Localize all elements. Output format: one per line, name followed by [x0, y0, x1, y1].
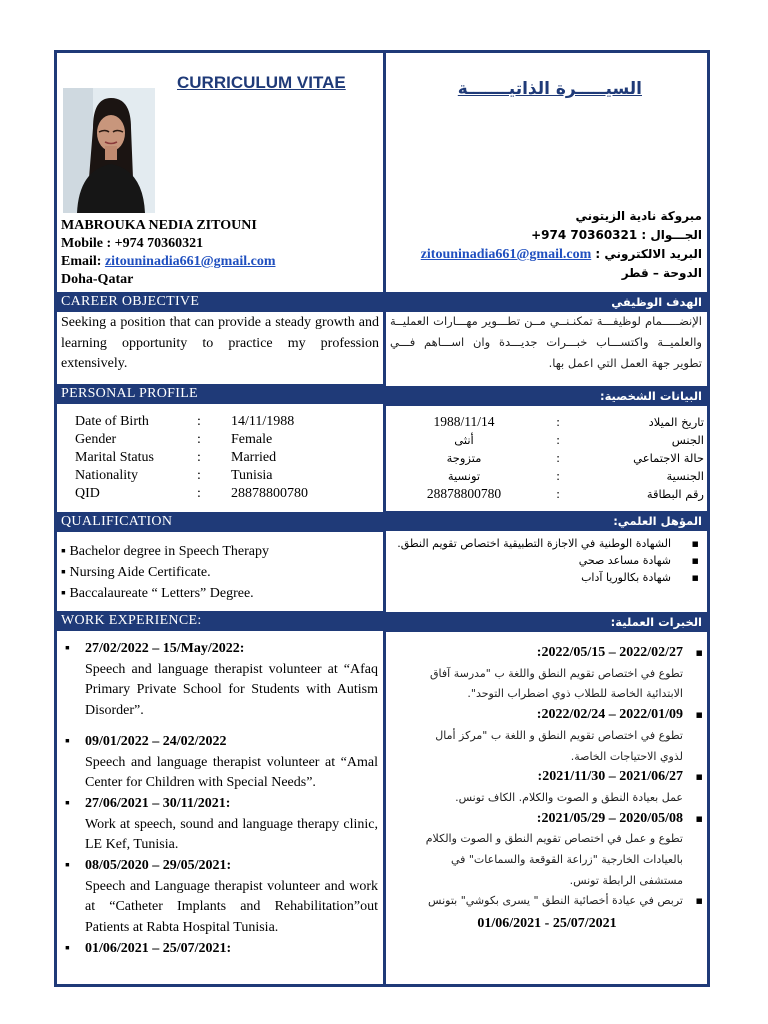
work-item	[65, 856, 378, 939]
profile-value: Female	[231, 432, 273, 447]
work-description: تطوع في اختصاص تقويم النطق واللغة ب "مدرسة آفاق الابتدائية الخاصة للطلاب ذوي اضطراب التوحد".	[430, 666, 683, 701]
profile-key: حالة الاجتماعي	[633, 451, 704, 465]
work-description: تطوع و عمل في اختصاص تقويم النطق و الصوت والكلام بالعيادات الخارجية "زراعة القوقعة والسماعات" في مستشفى الرابطة تونس.	[425, 832, 683, 887]
career-objective-text: Seeking a position that can provide a steady growth and learning opportunity to practice my profession extensively.	[61, 315, 379, 371]
arabic-profile-header: البيانات الشخصية:	[386, 386, 707, 406]
profile-value: Tunisia	[231, 468, 273, 483]
english-contact	[61, 217, 275, 289]
email-link[interactable]: zitouninadia661@gmail.com	[104, 254, 276, 269]
list-item: ▪ الشهادة الوطنية في الاجازة التطبيقية اختصاص تقويم النطق.	[393, 535, 685, 552]
profile-key: الجنس	[671, 433, 704, 447]
full-name: MABROUKA NEDIA ZITOUNI	[61, 218, 257, 233]
portrait-image	[63, 88, 155, 213]
profile-sep: :	[197, 468, 201, 483]
english-column	[57, 53, 383, 984]
profile-key: Nationality	[75, 468, 138, 483]
profile-value: 28878800780	[231, 486, 308, 501]
work-dates: ▪ 01/06/2021 – 25/07/2021:	[85, 940, 232, 956]
profile-key: رقم البطاقة	[646, 487, 704, 501]
profile-value: 28878800780	[426, 486, 502, 501]
work-description: Speech and language therapist volunteer at “Afaq Primary Private School for Students with Autism Disorder”.	[85, 661, 378, 719]
profile-sep: :	[556, 451, 560, 465]
profile-sep: :	[197, 432, 201, 447]
work-item	[411, 809, 683, 892]
work-description: تطوع في اختصاص تقويم النطق و اللغة ب "مركز أمال لذوي الاحتياجات الخاصة.	[435, 728, 683, 763]
profile-key: Gender	[75, 432, 117, 447]
profile-row	[75, 485, 308, 503]
email-line	[61, 253, 275, 271]
qualification-list	[61, 541, 269, 604]
profile-key: QID	[75, 486, 100, 501]
arabic-profile-table	[386, 413, 707, 503]
profile-value: أنثى	[454, 433, 474, 447]
profile-row	[75, 449, 308, 467]
qualification-header: QUALIFICATION	[57, 512, 383, 532]
profile-sep: :	[197, 450, 201, 465]
profile-value: Married	[231, 450, 277, 465]
work-description: ▪ تربص في عيادة أخصائية النطق " يسرى بكوشي" بتونس	[428, 894, 683, 908]
arabic-contact	[421, 207, 702, 283]
arabic-mobile: الجـــوال : 70360321 974+	[531, 228, 702, 242]
profile-row	[75, 431, 308, 449]
work-item	[411, 705, 683, 767]
profile-value: تونسية	[447, 469, 481, 483]
arabic-title: السيـــــرة الذاتيـــــــة	[457, 79, 642, 99]
profile-key: Marital Status	[75, 450, 154, 465]
profile-row	[386, 413, 707, 431]
arabic-location: الدوحة – قطر	[621, 266, 702, 280]
email-label: Email:	[61, 254, 105, 269]
location: Doha-Qatar	[61, 272, 134, 287]
arabic-email-line	[421, 245, 702, 264]
arabic-qualification-header: المؤهل العلمي:	[386, 511, 707, 531]
profile-sep: :	[556, 433, 560, 447]
work-item	[65, 639, 378, 722]
work-item	[65, 732, 378, 794]
work-dates: ▪ 27/02/2022 – 15/May/2022:	[85, 641, 245, 656]
profile-value: 14/11/1988	[231, 414, 295, 429]
arabic-email-label: البريد الالكتروني :	[591, 247, 702, 261]
work-dates: ▪ 2022/02/27 – 2022/05/15:	[536, 645, 683, 660]
profile-row	[386, 467, 707, 485]
arabic-work-list	[411, 643, 683, 935]
profile-value: متزوجة	[446, 451, 482, 465]
arabic-qualification-list	[393, 535, 685, 586]
personal-profile-header: PERSONAL PROFILE	[57, 384, 383, 404]
list-item: ▪ Bachelor degree in Speech Therapy	[61, 541, 269, 562]
profile-photo	[63, 88, 155, 213]
list-item: ▪ Baccalaureate “ Letters” Degree.	[61, 583, 269, 604]
english-title: CURRICULUM VITAE	[177, 73, 346, 92]
profile-sep: :	[197, 486, 201, 501]
work-tail-dates: 01/06/2021 - 25/07/2021	[477, 916, 617, 932]
work-description: Speech and language therapist volunteer at “Amal Center for Children with Special Needs”.	[85, 754, 378, 791]
work-description: عمل بعيادة النطق و الصوت والكلام. الكاف تونس.	[455, 790, 683, 804]
profile-row	[386, 485, 707, 503]
work-dates: ▪ 2022/01/09 – 2022/02/24:	[536, 707, 683, 723]
list-item: ▪ شهادة بكالوريا آداب	[393, 569, 685, 586]
work-description: Speech and Language therapist volunteer and work at “Catheter Implants and Rehabilitation”out Patients at Rabta Hospital Tunisia.	[85, 878, 378, 936]
profile-sep: :	[556, 469, 560, 483]
work-dates: ▪ 08/05/2020 – 29/05/2021:	[85, 858, 232, 874]
personal-profile-table	[75, 413, 308, 503]
profile-sep: :	[556, 487, 560, 501]
work-dates: ▪ 09/01/2022 – 24/02/2022	[85, 733, 227, 749]
work-item	[411, 891, 683, 912]
profile-sep: :	[197, 414, 201, 429]
profile-key: Date of Birth	[75, 414, 149, 429]
work-item	[411, 767, 683, 808]
work-dates: ▪ 2020/05/08 – 2021/05/29:	[536, 810, 683, 826]
work-experience-header: WORK EXPERIENCE:	[57, 611, 383, 631]
arabic-career-text: الإنضـــــمام لوظيفـــة تمكنـنــي مــن تطـــوير مهـــارات العمليــة والعلميــة واكتســـاب خبـــرات جديـــدة وان اســـاهم فـــي تطوير جهة العمل التي اعمل بها.	[390, 314, 702, 370]
work-dates: ▪ 2021/06/27 – 2021/11/30:	[537, 769, 683, 785]
profile-key: تاريخ الميلاد	[648, 415, 704, 429]
list-item: ▪ Nursing Aide Certificate.	[61, 562, 269, 583]
work-experience-list	[65, 639, 378, 960]
profile-row	[75, 467, 308, 485]
arabic-career-header: الهدف الوظيفي	[386, 292, 707, 312]
work-item	[411, 643, 683, 705]
arabic-work-header: الخبرات العملية:	[386, 612, 707, 632]
work-dates: ▪ 27/06/2021 – 30/11/2021:	[85, 795, 231, 811]
list-item: ▪ شهادة مساعد صحي	[393, 552, 685, 569]
profile-row	[75, 413, 308, 431]
work-item	[65, 939, 378, 960]
profile-row	[386, 431, 707, 449]
profile-key: الجنسية	[666, 469, 704, 483]
work-description: Work at speech, sound and language therapy clinic, LE Kef, Tunisia.	[85, 816, 378, 853]
arabic-full-name: مبروكة نادية الزيتوني	[575, 209, 702, 223]
profile-row	[386, 449, 707, 467]
profile-value: 1988/11/14	[433, 414, 495, 429]
mobile-number: Mobile : +974 70360321	[61, 236, 204, 251]
work-item	[65, 794, 378, 856]
career-objective-header: CAREER OBJECTIVE	[57, 292, 383, 312]
arabic-email-link[interactable]: zitouninadia661@gmail.com	[420, 247, 592, 262]
arabic-column	[386, 53, 707, 984]
profile-sep: :	[556, 415, 560, 429]
